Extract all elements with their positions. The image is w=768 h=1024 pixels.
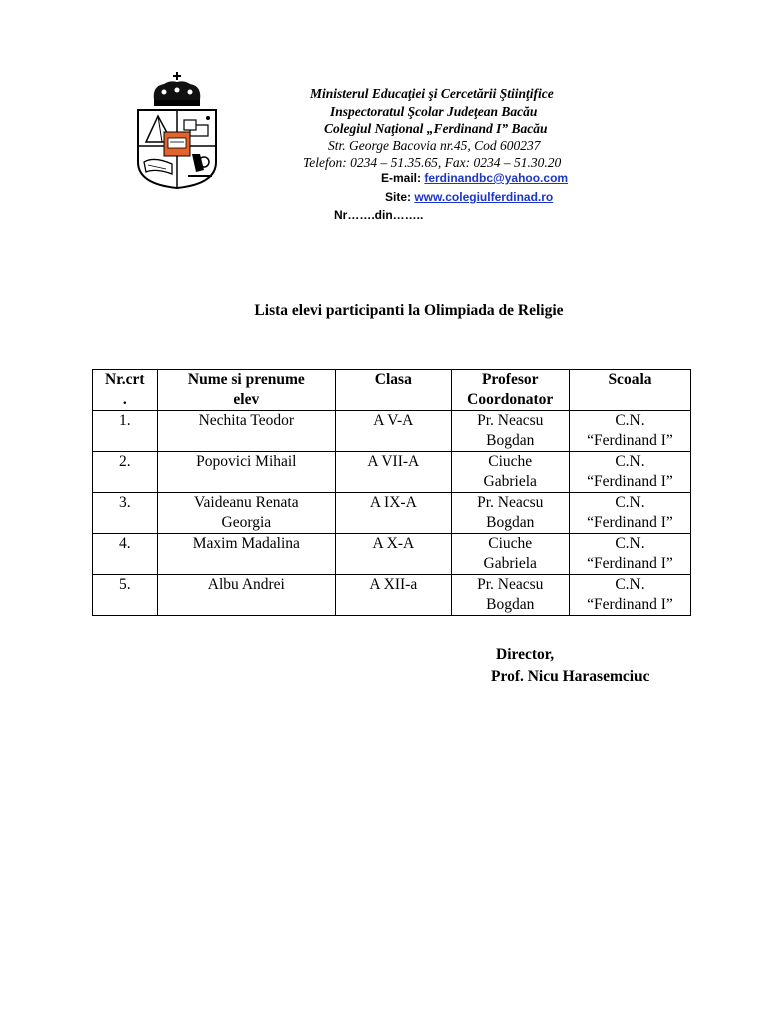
cell-nr: 4. — [93, 534, 158, 575]
site-link[interactable]: www.colegiulferdinad.ro — [414, 190, 554, 204]
table-row — [93, 575, 691, 616]
cell-name: Nechita Teodor — [157, 411, 336, 452]
cell-school: C.N. “Ferdinand I” — [569, 534, 690, 575]
table-row — [93, 411, 691, 452]
cell-teacher: Pr. Neacsu Bogdan — [451, 575, 569, 616]
cell-teacher: Ciuche Gabriela — [451, 534, 569, 575]
cell-class: A VII-A — [336, 452, 451, 493]
cell-class: A V-A — [336, 411, 451, 452]
college-name: Colegiul Naţional „Ferdinand I” Bacău — [324, 121, 548, 136]
signature-name: Prof. Nicu Harasemciuc — [491, 668, 650, 685]
cell-teacher: Pr. Neacsu Bogdan — [451, 493, 569, 534]
cell-name: Popovici Mihail — [157, 452, 336, 493]
cell-nr: 2. — [93, 452, 158, 493]
cell-teacher: Pr. Neacsu Bogdan — [451, 411, 569, 452]
email-line — [381, 171, 568, 185]
table-row — [93, 493, 691, 534]
header-school: Scoala — [569, 370, 690, 411]
cell-nr: 3. — [93, 493, 158, 534]
school-crest-icon — [134, 70, 220, 190]
header-teacher: Profesor Coordonator — [451, 370, 569, 411]
email-label: E-mail: — [381, 171, 425, 185]
cell-class: A IX-A — [336, 493, 451, 534]
reference-number: Nr…….din…….. — [334, 208, 424, 222]
site-label: Site: — [385, 190, 415, 204]
participants-table — [92, 369, 691, 616]
site-line — [385, 190, 553, 204]
cell-class: A XII-a — [336, 575, 451, 616]
cell-name: Vaideanu Renata Georgia — [157, 493, 336, 534]
cell-nr: 5. — [93, 575, 158, 616]
cell-school: C.N. “Ferdinand I” — [569, 575, 690, 616]
signature-role: Director, — [496, 646, 555, 663]
cell-name: Maxim Madalina — [157, 534, 336, 575]
document-title: Lista elevi participanti la Olimpiada de Religie — [254, 302, 564, 319]
address: Str. George Bacovia nr.45, Cod 600237 — [328, 138, 541, 153]
header-class: Clasa — [336, 370, 451, 411]
phone-fax: Telefon: 0234 – 51.35.65, Fax: 0234 – 51.30.20 — [303, 155, 562, 170]
email-link[interactable]: ferdinandbc@yahoo.com — [424, 171, 569, 185]
ministry-name: Ministerul Educaţiei şi Cercetării Ştiinţifice — [310, 86, 554, 101]
table-header-row — [93, 370, 691, 411]
cell-class: A X-A — [336, 534, 451, 575]
header-name: Nume si prenume elev — [157, 370, 336, 411]
header-nr: Nr.crt . — [93, 370, 158, 411]
cell-teacher: Ciuche Gabriela — [451, 452, 569, 493]
cell-school: C.N. “Ferdinand I” — [569, 493, 690, 534]
cell-school: C.N. “Ferdinand I” — [569, 411, 690, 452]
table-row — [93, 534, 691, 575]
cell-school: C.N. “Ferdinand I” — [569, 452, 690, 493]
cell-name: Albu Andrei — [157, 575, 336, 616]
table-row — [93, 452, 691, 493]
inspectorate-name: Inspectoratul Şcolar Judeţean Bacău — [330, 104, 538, 119]
cell-nr: 1. — [93, 411, 158, 452]
